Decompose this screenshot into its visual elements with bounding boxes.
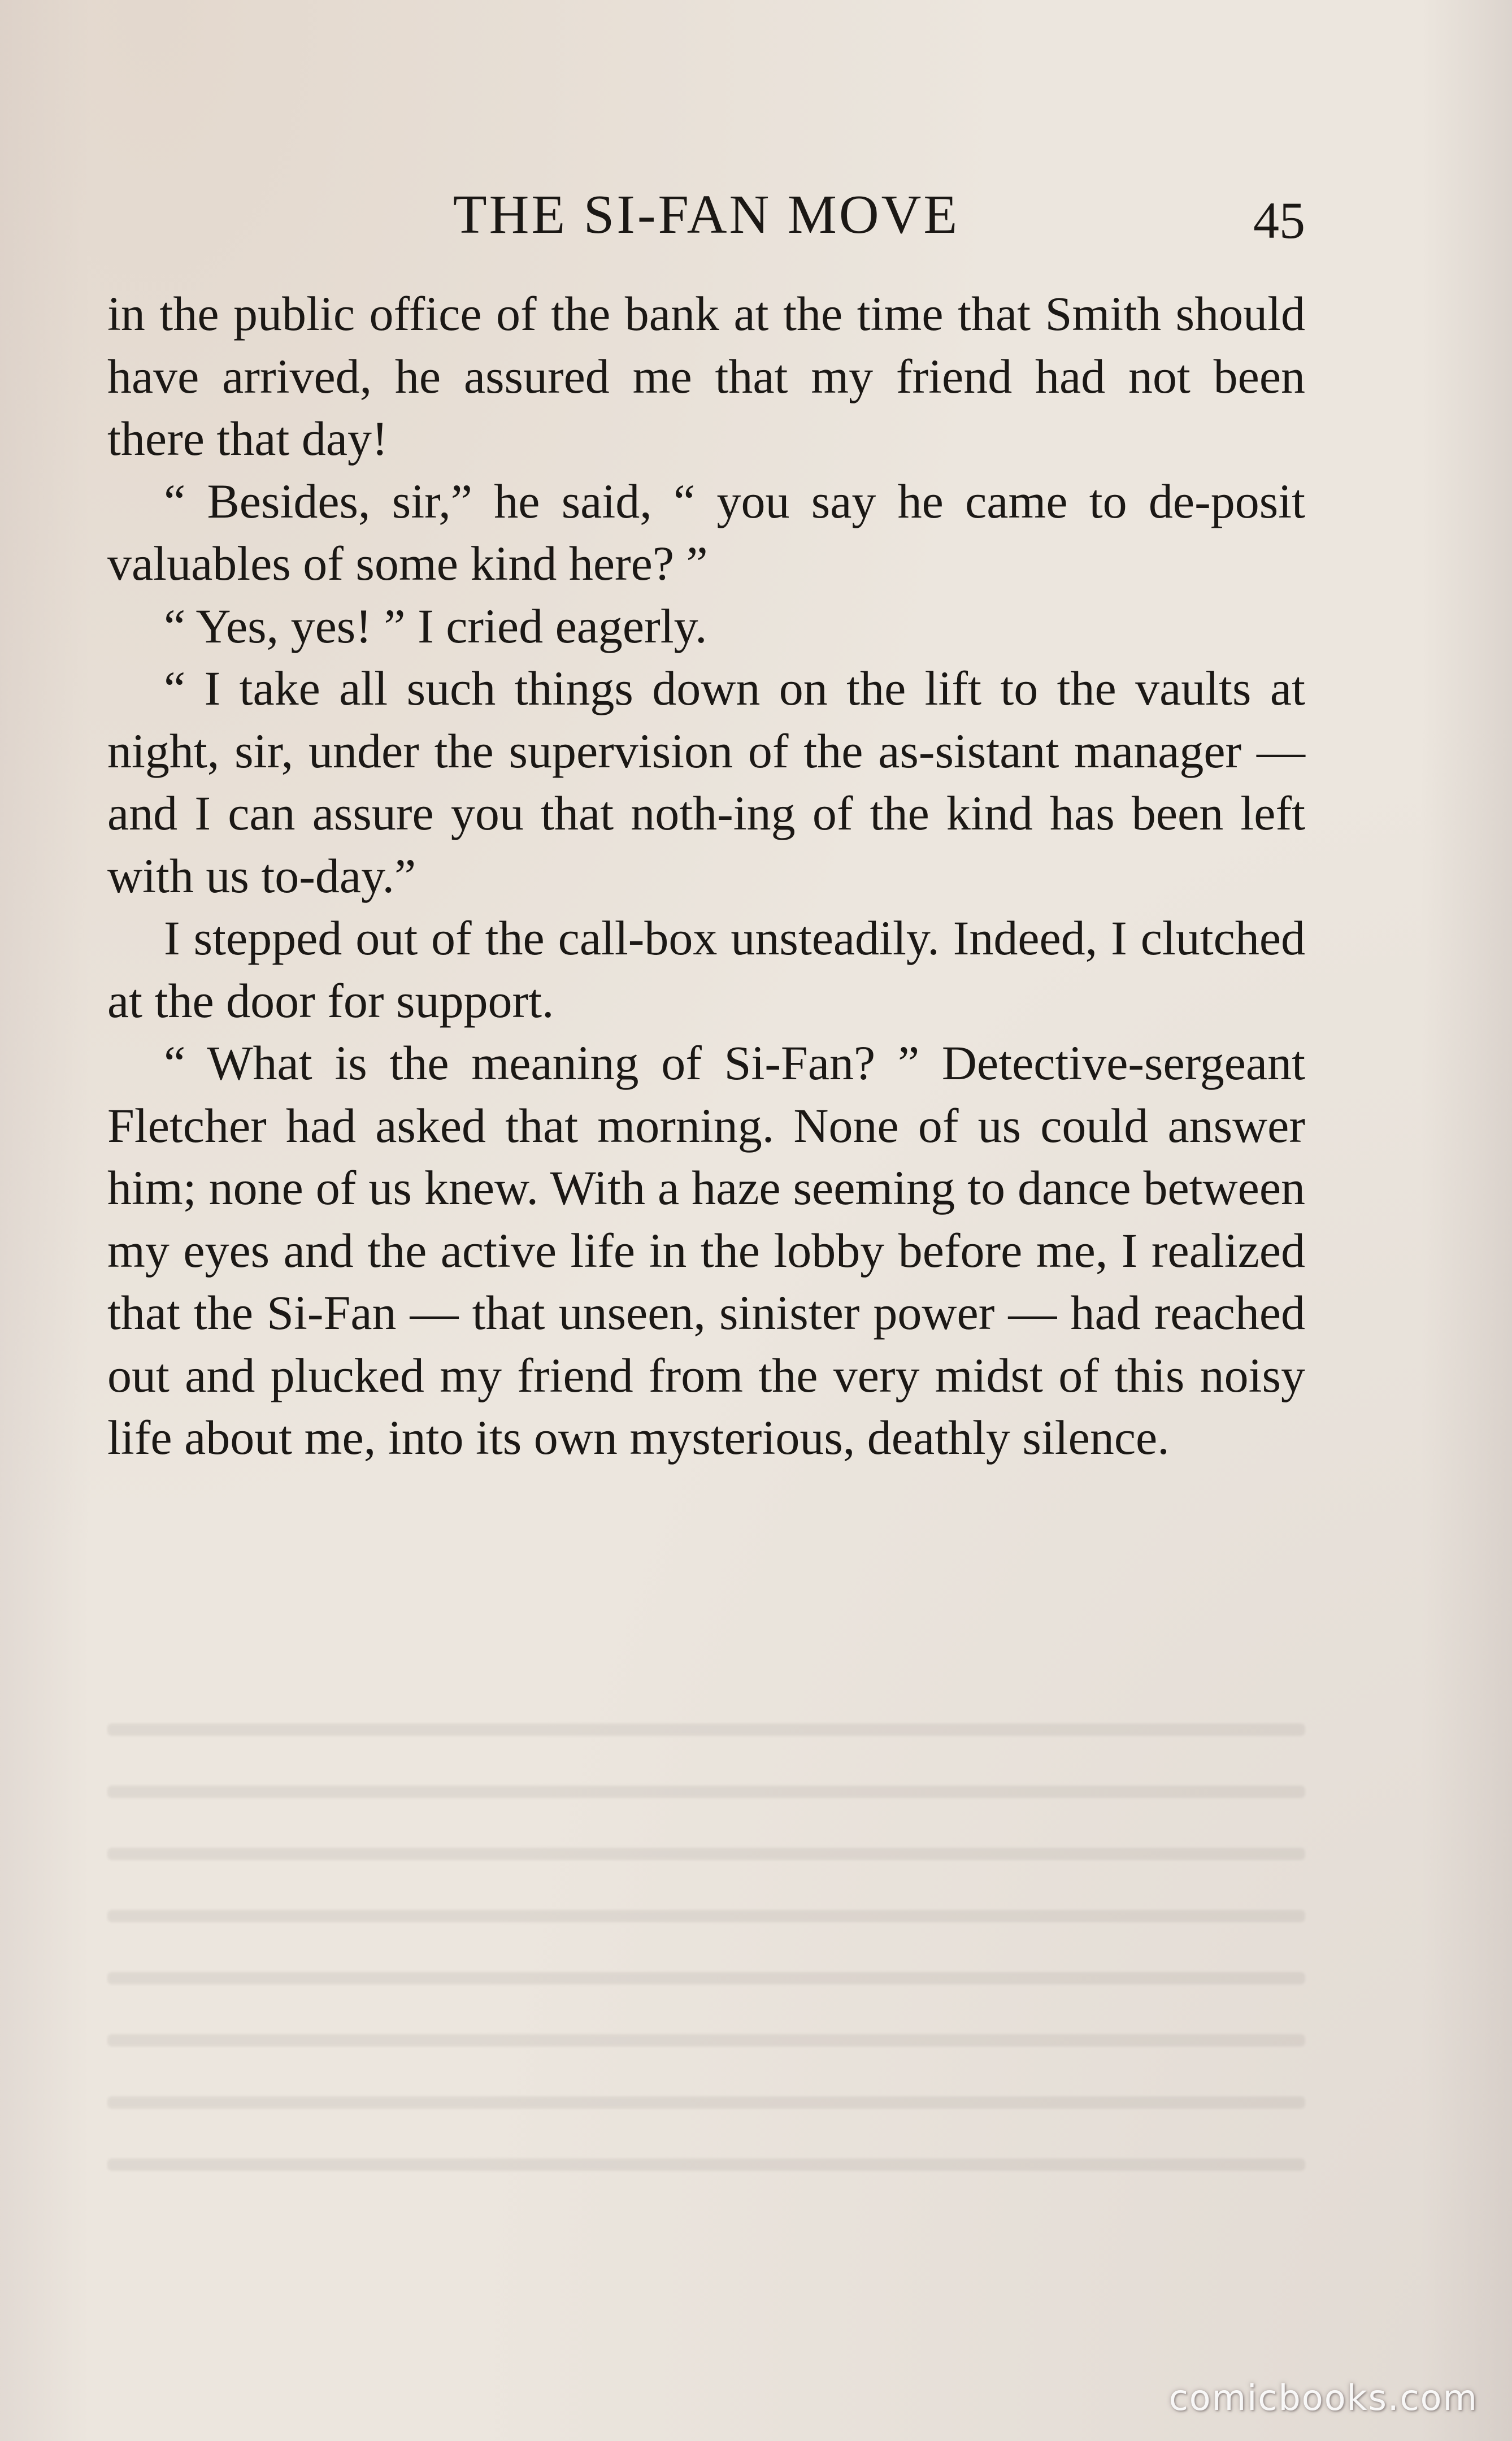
show-through-line [107,2034,1305,2047]
show-through-line [107,1723,1305,1736]
paragraph-3: “ Yes, yes! ” I cried eagerly. [164,598,707,653]
paragraph-5: I stepped out of the call-box unsteadily. Indeed, I clutched at the door for support. [107,911,1305,1028]
paragraph-1: in the public office of the bank at the time that Smith should have arrived, he assured me that my friend had not been there that day! [107,286,1305,466]
page-header [107,170,1305,249]
body-text [107,283,1305,1469]
show-through-line [107,1972,1305,1984]
show-through-line [107,1910,1305,1922]
page-number: 45 [1253,192,1305,249]
running-title: THE SI-FAN MOVE [453,184,960,245]
show-through-line [107,2158,1305,2171]
show-through-line [107,2096,1305,2109]
paragraph-6: “ What is the meaning of Si-Fan? ” Detective-sergeant Fletcher had asked that morning. None of us could answer him; none of us knew. With a haze seeming to dance between my eyes and the active life in the lobby before me, I realized that the Si-Fan — that unseen, sinister power — had reached out and plucked my friend from the very midst of this noisy life about me, into its own mysterious, deathly silence. [107,1036,1305,1465]
show-through-line [107,1848,1305,1860]
show-through-text [107,1723,1305,2221]
paragraph-4: “ I take all such things down on the lift to the vaults at night, sir, under the supervision of the as-sistant manager — and I can assure you that noth-ing of the kind has been left with us to-day.” [107,661,1305,903]
watermark: comicbooks.com [1168,2377,1478,2418]
paragraph-2: “ Besides, sir,” he said, “ you say he came to de-posit valuables of some kind here? ” [107,474,1305,590]
show-through-line [107,1786,1305,1798]
